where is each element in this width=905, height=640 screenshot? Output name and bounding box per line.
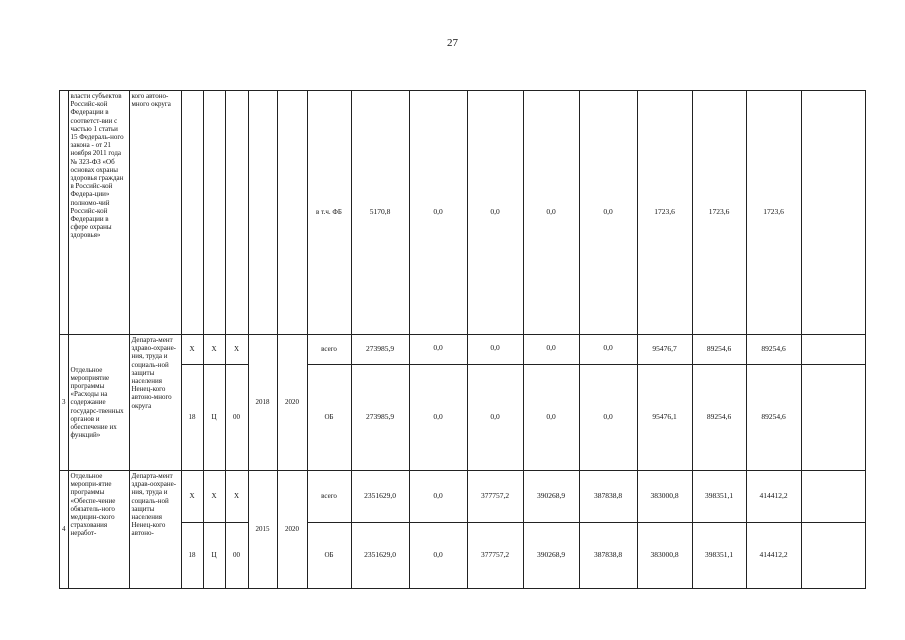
cell-source: ОБ [307,365,351,471]
cell-code-3: Х [225,335,248,365]
cell-code-3: 00 [225,523,248,589]
cell-value: 0,0 [467,365,523,471]
cell-num: 3 [60,335,69,471]
cell-source: всего [307,471,351,523]
cell-num: 4 [60,471,69,589]
cell-code-1: Х [181,335,203,365]
cell-value: 89254,6 [746,335,801,365]
cell-executor: Департа-мент здраво-охране-ния, труда и социаль-ной защиты населения Ненец-кого автоно-много округа [129,335,181,471]
cell-code-1: 18 [181,523,203,589]
cell-value: 5170,8 [351,91,409,335]
cell-value: 1723,6 [637,91,692,335]
cell-source: в т.ч. ФБ [307,91,351,335]
cell-year-end [277,91,307,335]
cell-value: 1723,6 [692,91,746,335]
cell-value: 89254,6 [692,335,746,365]
cell-value: 0,0 [579,335,637,365]
cell-value: 398351,1 [692,471,746,523]
table-row-4-total [60,471,866,523]
cell-name: Отдельное мероприятие программы «Расходы на содержание государс-твенных органов и обеспечение их функций» [68,335,129,471]
cell-value: 0,0 [467,335,523,365]
cell-year-start [248,91,277,335]
cell-code-2: Ц [203,523,225,589]
cell-value: 414412,2 [746,523,801,589]
cell-code-2: Ц [203,365,225,471]
cell-num [60,91,69,335]
cell-value: 273985,9 [351,365,409,471]
cell-value: 89254,6 [746,365,801,471]
program-table [59,90,866,589]
cell-value: 390268,9 [523,471,579,523]
cell-empty [801,91,865,335]
cell-value: 383000,8 [637,523,692,589]
cell-year-end: 2020 [277,471,307,589]
cell-code-3 [225,91,248,335]
cell-empty [801,365,865,471]
cell-code-2: Х [203,335,225,365]
cell-value: 0,0 [523,335,579,365]
cell-value: 387838,8 [579,471,637,523]
cell-code-2 [203,91,225,335]
cell-value: 0,0 [523,365,579,471]
cell-value: 0,0 [523,91,579,335]
cell-value: 377757,2 [467,471,523,523]
cell-code-1: Х [181,471,203,523]
cell-value: 89254,6 [692,365,746,471]
table-row-3-total [60,335,866,365]
cell-name: Отдельное меропри-ятие программы «Обеспе-чение обязатель-ного медицин-ского страхования неработ- [68,471,129,589]
cell-empty [801,471,865,523]
cell-value: 383000,8 [637,471,692,523]
cell-value: 1723,6 [746,91,801,335]
table-row-4-ob [60,523,866,589]
cell-value: 95476,1 [637,365,692,471]
cell-value: 0,0 [409,523,467,589]
page-number: 27 [447,37,458,49]
cell-value: 2351629,0 [351,523,409,589]
cell-code-3: 00 [225,365,248,471]
cell-value: 2351629,0 [351,471,409,523]
cell-value: 95476,7 [637,335,692,365]
cell-name: власти субъектов Российс-кой Федерации в соответст-вии с частью 1 статьи 15 Федераль-ного закона - от 21 ноября 2011 года № 323-ФЗ «Об основах охраны здоровья граждан в Российс-кой Федера-ции» полномо-чий Российс-кой Федерации в сфере охраны здоровья» [68,91,129,335]
cell-executor: Департа-мент здрав-оохране-ния, труда и социаль-ной защиты населения Ненец-кого автоно- [129,471,181,589]
cell-value: 0,0 [579,365,637,471]
cell-empty [801,335,865,365]
cell-value: 414412,2 [746,471,801,523]
cell-empty [801,523,865,589]
cell-code-3: Х [225,471,248,523]
table-row-continued [60,91,866,335]
cell-value: 0,0 [409,335,467,365]
cell-value: 0,0 [579,91,637,335]
cell-value: 387838,8 [579,523,637,589]
cell-value: 0,0 [409,91,467,335]
cell-executor: кого автоно-много округа [129,91,181,335]
cell-value: 377757,2 [467,523,523,589]
cell-year-start: 2018 [248,335,277,471]
cell-code-1 [181,91,203,335]
cell-code-1: 18 [181,365,203,471]
cell-value: 0,0 [467,91,523,335]
cell-value: 0,0 [409,365,467,471]
cell-code-2: Х [203,471,225,523]
cell-source: всего [307,335,351,365]
cell-source: ОБ [307,523,351,589]
cell-year-start: 2015 [248,471,277,589]
cell-value: 0,0 [409,471,467,523]
cell-year-end: 2020 [277,335,307,471]
cell-value: 398351,1 [692,523,746,589]
cell-value: 273985,9 [351,335,409,365]
table-row-3-ob [60,365,866,471]
cell-value: 390268,9 [523,523,579,589]
